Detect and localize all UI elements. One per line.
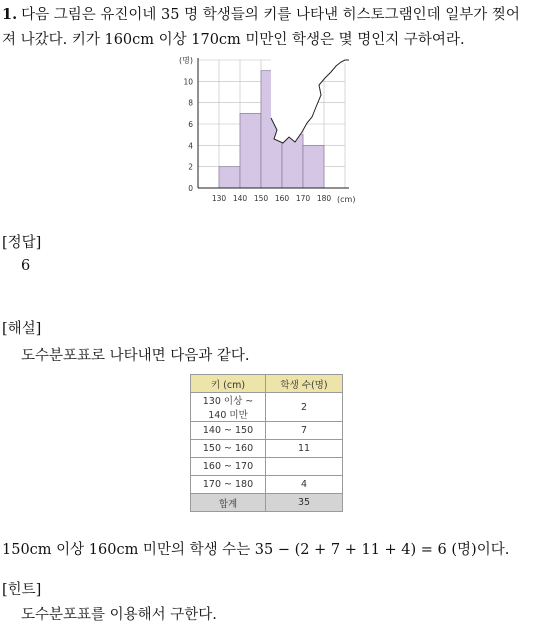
histogram-bar xyxy=(303,145,324,188)
question-number: 1. xyxy=(2,6,18,23)
histogram-bar xyxy=(219,167,240,188)
explanation-conclusion: 150cm 이상 160cm 미만의 학생 수는 35 − (2 + 7 + 11 + 4) = 6 (명)이다. xyxy=(2,542,510,558)
answer-label: [정답] xyxy=(2,235,42,251)
x-axis-label: (cm) xyxy=(337,195,356,204)
y-axis-label: (명) xyxy=(179,56,193,65)
x-tick-label: 170 xyxy=(295,194,311,203)
table-header-count: 학생 수(명) xyxy=(266,375,343,393)
total-value: 35 xyxy=(266,494,343,512)
hint-text: 도수분포표를 이용해서 구한다. xyxy=(21,607,217,623)
row-range: 170 ~ 180 xyxy=(191,476,266,494)
histogram-bar xyxy=(240,113,261,188)
row-count xyxy=(266,458,343,476)
hint-label: [힌트] xyxy=(2,582,42,598)
histogram-bar xyxy=(282,135,303,188)
row-count: 2 xyxy=(266,393,343,422)
table-row xyxy=(191,476,343,494)
row-count: 7 xyxy=(266,422,343,440)
y-tick-label: 10 xyxy=(183,77,193,87)
question-text: 다음 그림은 유진이네 35 명 학생들의 키를 나타낸 히스토그램인데 일부가 찢어져 나갔다. 키가 160cm 이상 170cm 미만인 학생은 몇 명인지 구하여라. xyxy=(2,7,520,48)
y-tick-label: 2 xyxy=(188,162,193,172)
question xyxy=(2,2,530,53)
table-row xyxy=(191,393,343,422)
x-tick-label: 180 xyxy=(316,194,332,203)
frequency-table xyxy=(190,374,343,512)
x-tick-label: 150 xyxy=(253,194,269,203)
table-row xyxy=(191,440,343,458)
table-row xyxy=(191,458,343,476)
y-tick-labels xyxy=(183,77,193,193)
y-tick-label: 6 xyxy=(188,120,193,129)
answer-value: 6 xyxy=(21,258,31,274)
table-row xyxy=(191,422,343,440)
histogram-chart xyxy=(165,52,365,207)
y-tick-label: 4 xyxy=(188,141,193,151)
x-tick-label: 140 xyxy=(232,194,248,203)
x-tick-labels xyxy=(212,194,332,203)
total-label: 합계 xyxy=(191,494,266,512)
y-tick-label: 0 xyxy=(188,184,193,193)
x-tick-label: 160 xyxy=(274,194,290,203)
table-header-height: 키 (cm) xyxy=(191,375,266,393)
y-tick-label: 8 xyxy=(188,98,193,108)
row-range: 140 ~ 150 xyxy=(191,422,266,440)
row-range: 150 ~ 160 xyxy=(191,440,266,458)
row-range: 130 이상 ~ 140 미만 xyxy=(191,393,266,422)
row-range: 160 ~ 170 xyxy=(191,458,266,476)
explanation-intro: 도수분포표로 나타내면 다음과 같다. xyxy=(21,348,250,364)
row-count: 11 xyxy=(266,440,343,458)
table-total-row xyxy=(191,494,343,512)
x-tick-label: 130 xyxy=(211,194,227,203)
explanation-label: [해설] xyxy=(2,321,42,337)
row-count: 4 xyxy=(266,476,343,494)
